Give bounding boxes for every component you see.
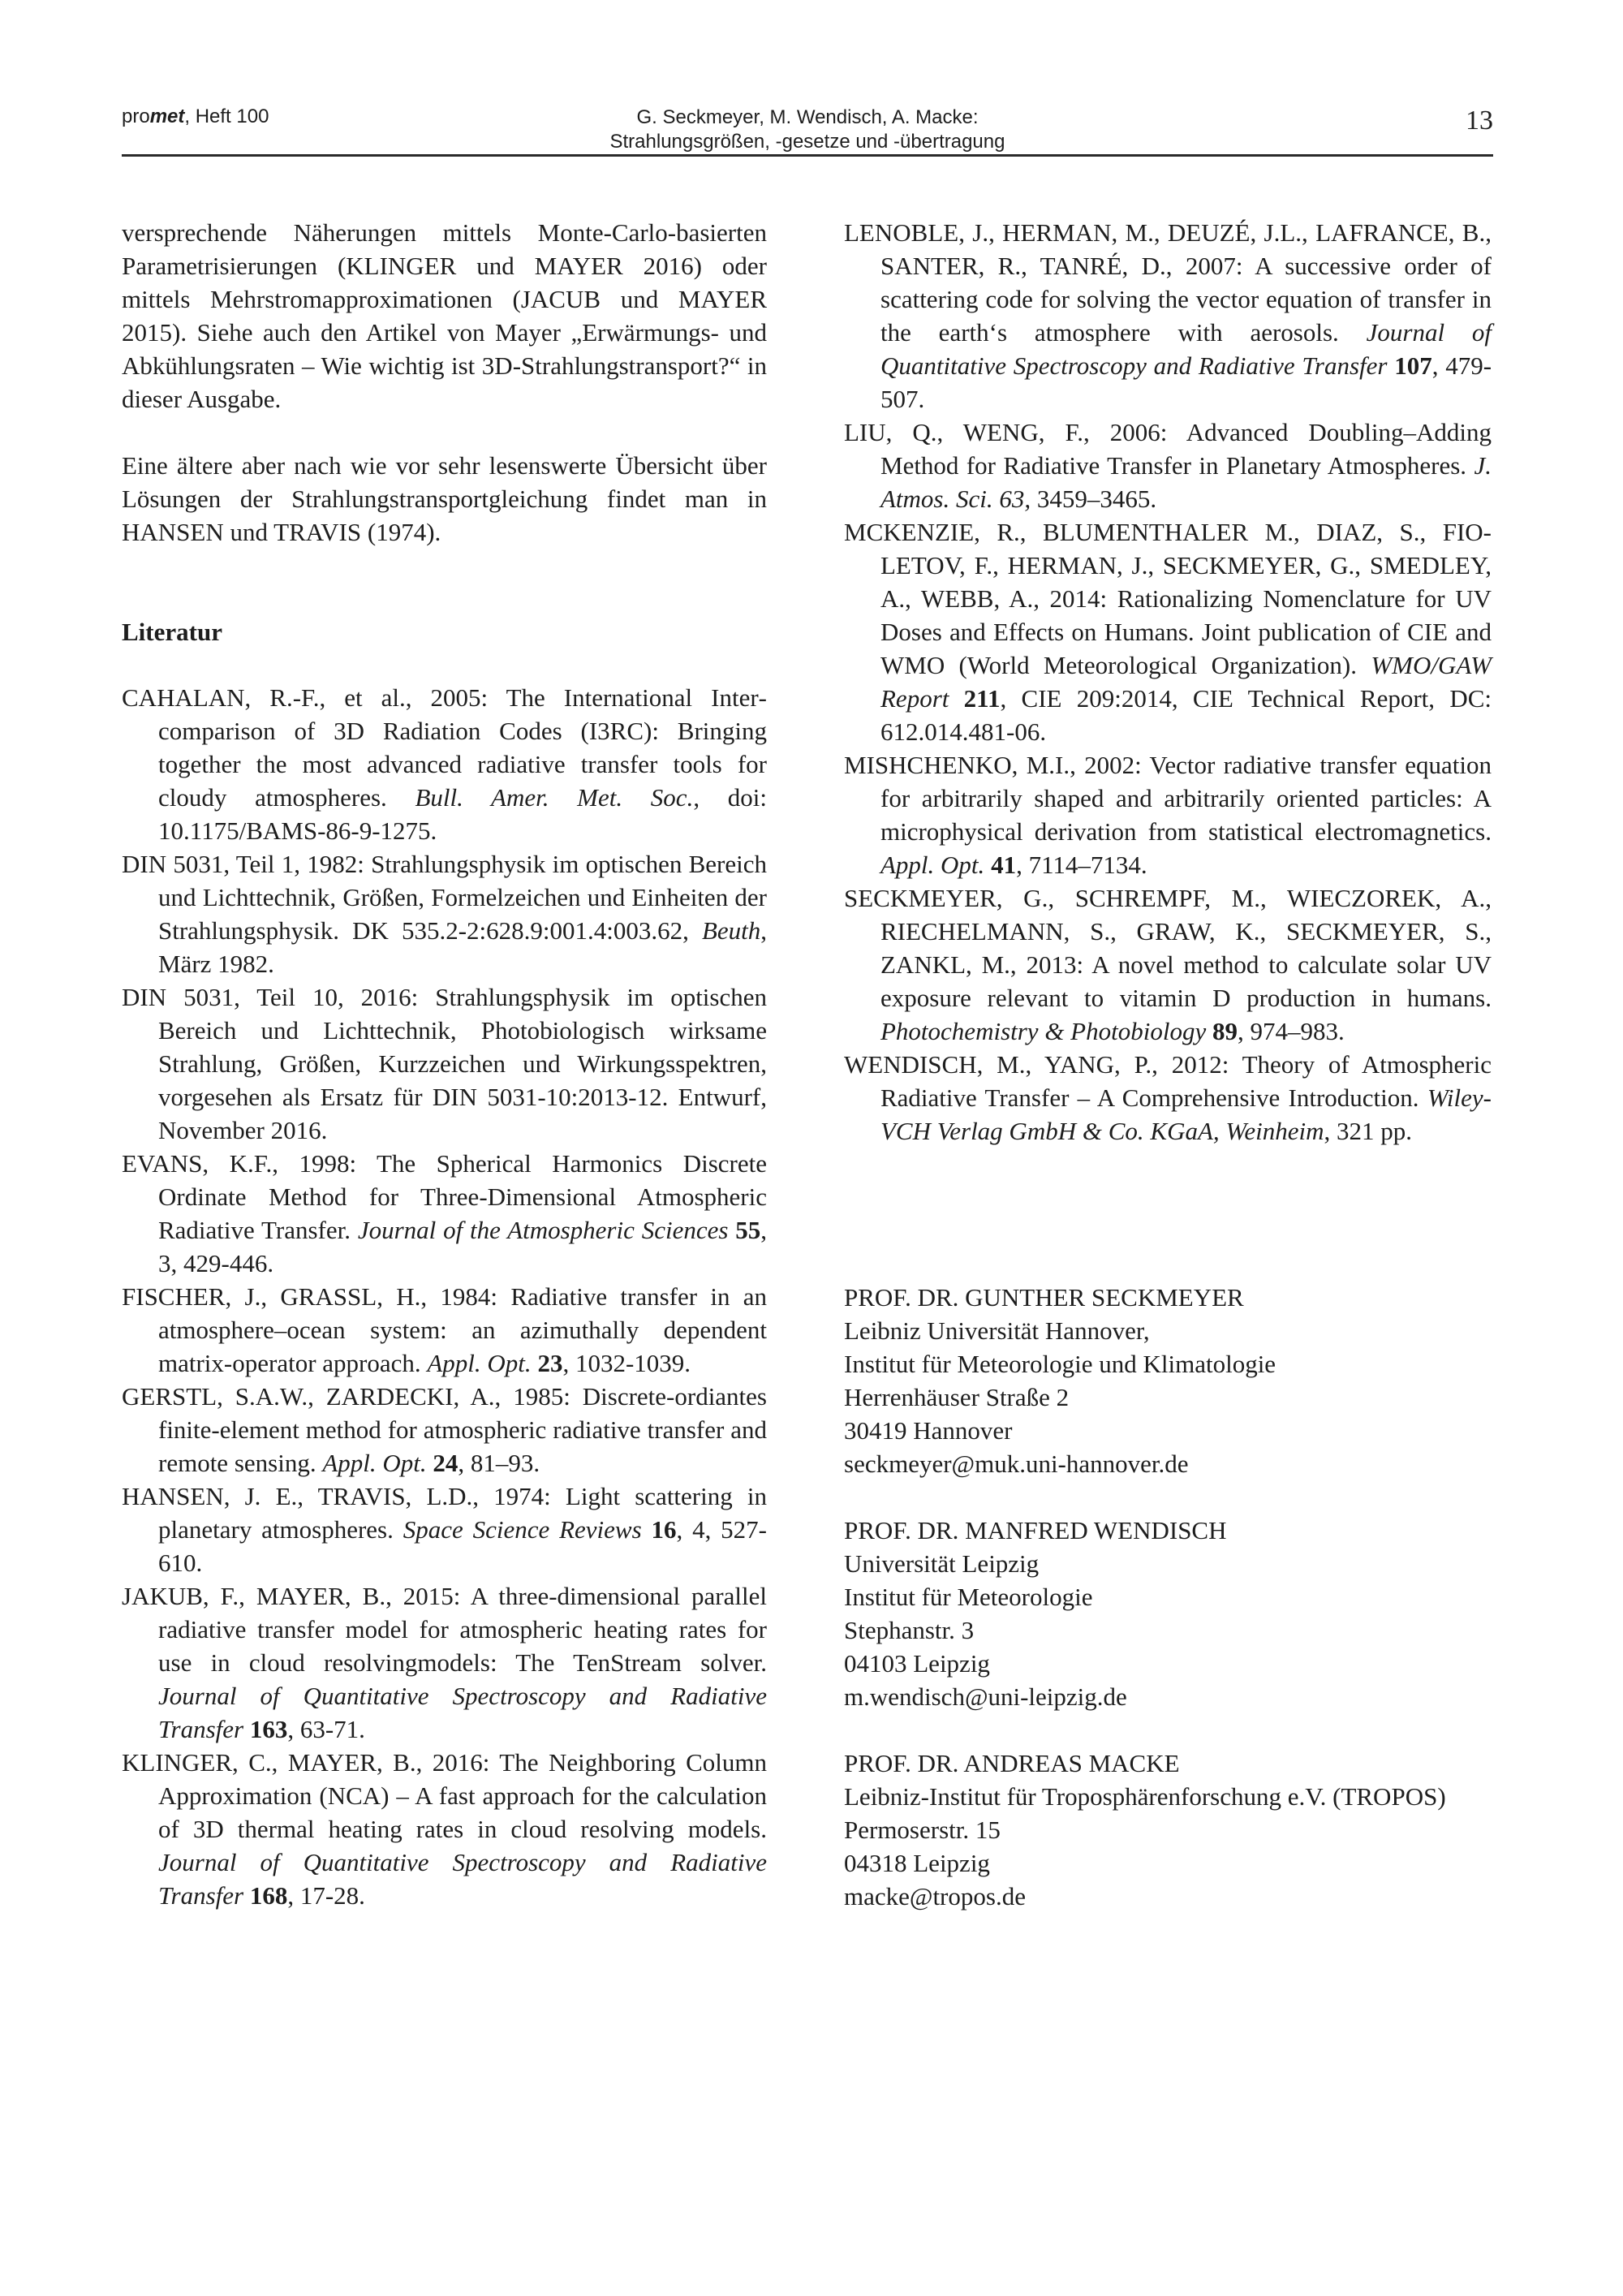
reference-pages: , CIE 209:2014, CIE Technical Report, DC: 612.014.481-06.	[880, 684, 1492, 746]
reference-text: JAKUB, F., MAYER, B., 2015: A three-dimensional parallel radiative transfer model for atmospheric heating rates for use in cloud resolvingmodels: The TenStream solver.	[122, 1582, 767, 1677]
reference-text: EVANS, K.F., 1998: The Spherical Harmonics Discrete Ordinate Method for Three-Dimensional Atmospheric Radiative Transfer.	[122, 1149, 767, 1244]
reference-entry	[844, 216, 1492, 416]
journal-prefix: pro	[122, 106, 150, 127]
reference-journal: Photochemistry & Photobiology	[880, 1017, 1207, 1045]
author-address-block	[844, 1514, 1493, 1713]
reference-pages: 3459–3465.	[1031, 485, 1157, 513]
reference-text: HANSEN, J. E., TRAVIS, L.D., 1974: Light scattering in planetary atmospheres.	[122, 1482, 767, 1544]
reference-list	[122, 681, 767, 1912]
reference-volume: 163	[243, 1715, 288, 1743]
reference-entry	[122, 1380, 767, 1480]
reference-text: MCKENZIE, R., BLUMENTHALER M., DIAZ, S., FIOLETOV, F., HERMAN, J., SECKMEYER, G., SMEDLEY, A., WEBB, A., 2014: Rationalizing Nomenclature for UV Doses and Effects on Humans. Joint publication of CIE and WMO (World Meteorological Organization).	[844, 518, 1492, 679]
reference-pages: , doi: 10.1175/BAMS-86-9-1275.	[158, 783, 767, 845]
reference-journal: Journal of the Atmospheric Sciences	[357, 1216, 729, 1244]
page-number: 13	[1466, 106, 1493, 136]
address-line: Permoserstr. 15	[844, 1816, 1001, 1844]
reference-pages: , 974–983.	[1237, 1017, 1345, 1045]
reference-entry	[122, 681, 767, 847]
reference-entry	[122, 1480, 767, 1579]
page-header	[122, 102, 1493, 159]
reference-volume: 89	[1206, 1017, 1238, 1045]
reference-journal: Wiley-VCH Verlag GmbH & Co. KGaA, Weinheim	[880, 1083, 1492, 1145]
author-name: PROF. DR. ANDREAS MACKE	[844, 1749, 1180, 1777]
address-line: 04318 Leipzig	[844, 1849, 990, 1877]
reference-volume: 24	[426, 1449, 458, 1477]
reference-entry	[844, 748, 1492, 881]
running-authors: G. Seckmeyer, M. Wendisch, A. Macke:	[636, 106, 979, 128]
reference-entry	[122, 847, 767, 980]
section-heading: Literatur	[122, 618, 222, 646]
address-line: seckmeyer@muk.uni-hannover.de	[844, 1450, 1189, 1478]
reference-text: WENDISCH, M., YANG, P., 2012: Theory of Atmospheric Radiative Transfer – A Comprehensive Introduction.	[844, 1050, 1492, 1112]
reference-pages: , März 1982.	[158, 916, 767, 978]
author-addresses	[844, 1281, 1493, 1946]
author-address-block	[844, 1747, 1493, 1913]
running-short-title: Strahlungsgrößen, -gesetze und -übertragung	[609, 131, 1005, 153]
reference-journal: WMO/GAW Report	[880, 651, 1492, 713]
reference-journal: Appl. Opt.	[427, 1349, 532, 1377]
reference-pages: , 63-71.	[287, 1715, 365, 1743]
reference-list	[844, 216, 1492, 1148]
address-line: Leibniz-Institut für Troposphärenforschung e.V. (TROPOS)	[844, 1782, 1446, 1811]
reference-entry	[844, 1048, 1492, 1148]
journal-brand: met	[149, 106, 185, 127]
address-line: Herrenhäuser Straße 2	[844, 1383, 1070, 1411]
author-address-block	[844, 1281, 1493, 1480]
reference-volume: 55	[728, 1216, 761, 1244]
reference-text: LIU, Q., WENG, F., 2006: Advanced Doubling–Adding Method for Radiative Transfer in Planetary Atmospheres.	[844, 418, 1492, 480]
reference-journal: Beuth	[701, 916, 761, 945]
reference-volume: 107	[1387, 351, 1432, 380]
reference-journal: Journal of Quantitative Spectroscopy and Radiative Transfer	[158, 1682, 767, 1743]
reference-text: DIN 5031, Teil 1, 1982: Strahlungsphysik im optischen Bereich und Lichttechnik, Größen, Formelzeichen und Einheiten der Strahlungsphysik. DK 535.2-2:628.9:001.4:003.62,	[122, 850, 767, 945]
reference-journal: Appl. Opt.	[322, 1449, 427, 1477]
reference-volume: 211	[949, 684, 1001, 713]
reference-journal: Journal of Quantitative Spectroscopy and Radiative Transfer	[158, 1848, 767, 1910]
reference-text: DIN 5031, Teil 10, 2016: Strahlungsphysik im optischen Bereich und Lichttechnik, Photobiologisch wirksame Strahlung, Größen, Kurzzeichen und Wirkungsspektren, vorgesehen als Ersatz für DIN 5031-10:2013-12. Entwurf, November 2016.	[122, 983, 767, 1144]
address-line: m.wendisch@uni-leipzig.de	[844, 1682, 1127, 1711]
reference-pages: , 479-507.	[880, 351, 1492, 413]
reference-volume: 23	[531, 1349, 563, 1377]
reference-pages: , 17-28.	[287, 1881, 365, 1910]
journal-issue: , Heft 100	[184, 106, 269, 127]
reference-pages: , 1032-1039.	[562, 1349, 691, 1377]
reference-text: MISHCHENKO, M.I., 2002: Vector radiative transfer equation for arbitrarily shaped and arbitrarily oriented particles: A microphysical derivation from statistical electromagnetics.	[844, 751, 1492, 846]
reference-entry	[844, 515, 1492, 748]
left-column	[122, 216, 767, 1912]
reference-entry	[844, 416, 1492, 515]
reference-pages: , 81–93.	[458, 1449, 540, 1477]
right-column	[844, 216, 1492, 1148]
reference-volume: 16	[641, 1515, 677, 1544]
reference-entry	[122, 980, 767, 1147]
reference-journal: Bull. Amer. Met. Soc.	[415, 783, 694, 812]
address-line: Stephanstr. 3	[844, 1616, 975, 1644]
body-paragraph: versprechende Näherungen mittels Monte-Carlo-basierten Parametrisierungen (KLINGER und MAYER 2016) oder mittels Mehrstromapproximationen (JACUB und MAYER 2015). Siehe auch den Artikel von Mayer „Erwärmungs- und Abkühlungsraten – Wie wichtig ist 3D-Strahlungstransport?“ in dieser Ausgabe.	[122, 218, 767, 413]
reference-journal: Space Science Reviews	[403, 1515, 642, 1544]
address-line: Institut für Meteorologie und Klimatologie	[844, 1350, 1276, 1378]
reference-journal: J. Atmos. Sci. 63,	[880, 451, 1492, 513]
reference-text: LENOBLE, J., HERMAN, M., DEUZÉ, J.L., LAFRANCE, B., SANTER, R., TANRÉ, D., 2007: A successive order of scattering code for solving the vector equation of transfer in the earth‘s atmosphere with aerosols.	[844, 218, 1492, 347]
address-line: 30419 Hannover	[844, 1416, 1013, 1445]
reference-volume: 41	[984, 851, 1017, 879]
address-line: macke@tropos.de	[844, 1882, 1026, 1910]
header-rule	[122, 154, 1493, 157]
reference-entry	[122, 1579, 767, 1746]
reference-pages: , 321 pp.	[1324, 1117, 1412, 1145]
reference-entry	[122, 1280, 767, 1380]
address-line: 04103 Leipzig	[844, 1649, 990, 1678]
reference-pages: , 3, 429-446.	[158, 1216, 767, 1277]
reference-volume: 168	[243, 1881, 288, 1910]
reference-pages: , 7114–7134.	[1016, 851, 1147, 879]
address-line: Institut für Meteorologie	[844, 1583, 1093, 1611]
body-paragraph: Eine ältere aber nach wie vor sehr lesenswerte Übersicht über Lösungen der Strahlungstransportgleichung findet man in HANSEN und TRAVIS (1974).	[122, 451, 767, 546]
author-name: PROF. DR. GUNTHER SECKMEYER	[844, 1283, 1244, 1312]
address-line: Leibniz Universität Hannover,	[844, 1316, 1150, 1345]
reference-text: GERSTL, S.A.W., ZARDECKI, A., 1985: Discrete-ordiantes finite-element method for atmospheric radiative transfer and remote sensing.	[122, 1382, 767, 1477]
reference-entry	[122, 1746, 767, 1912]
address-line: Universität Leipzig	[844, 1549, 1040, 1578]
reference-text: KLINGER, C., MAYER, B., 2016: The Neighboring Column Approximation (NCA) – A fast approach for the calculation of 3D thermal heating rates in cloud resolving models.	[122, 1748, 767, 1843]
reference-entry	[844, 881, 1492, 1048]
reference-pages: , 4, 527-610.	[158, 1515, 767, 1577]
reference-journal: Appl. Opt.	[880, 851, 985, 879]
reference-text: SECKMEYER, G., SCHREMPF, M., WIECZOREK, A., RIECHELMANN, S., GRAW, K., SECKMEYER, S., ZANKL, M., 2013: A novel method to calculate solar UV exposure relevant to vitamin D production in humans.	[844, 884, 1492, 1012]
reference-text: FISCHER, J., GRASSL, H., 1984: Radiative transfer in an atmosphere–ocean system: an azimuthally dependent matrix-operator approach.	[122, 1282, 767, 1377]
running-title	[122, 106, 1493, 154]
reference-text: CAHALAN, R.-F., et al., 2005: The International Intercomparison of 3D Radiation Codes (I3RC): Bringing together the most advanced radiative transfer tools for cloudy atmospheres.	[122, 683, 767, 812]
reference-journal: Journal of Quantitative Spectroscopy and Radiative Transfer	[880, 318, 1492, 380]
author-name: PROF. DR. MANFRED WENDISCH	[844, 1516, 1227, 1544]
reference-entry	[122, 1147, 767, 1280]
